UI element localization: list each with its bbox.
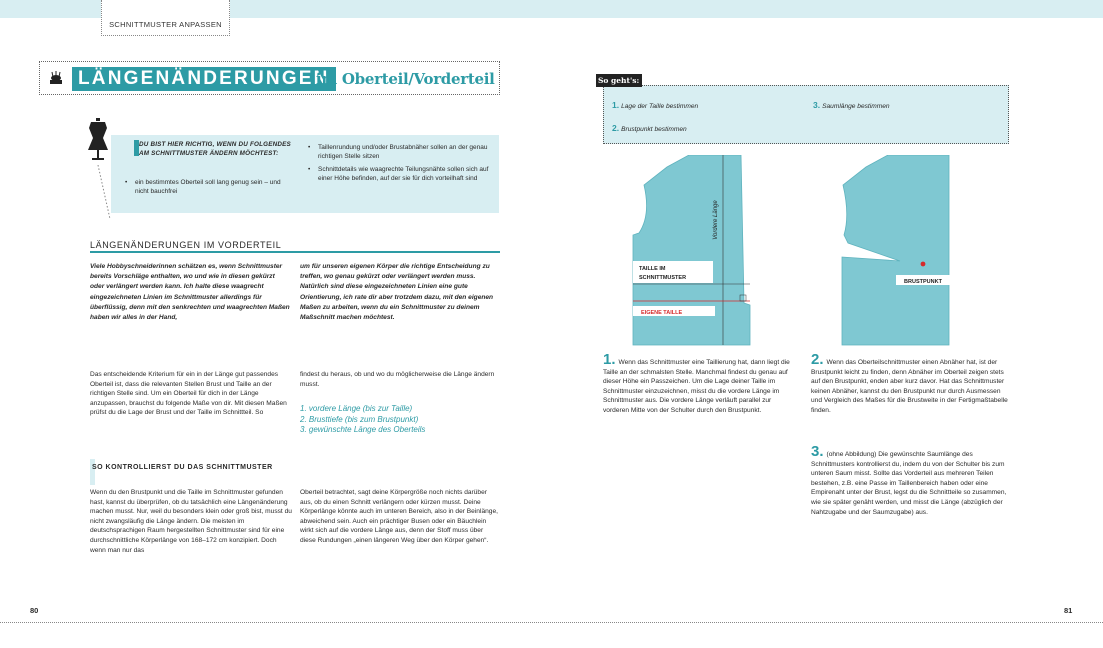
step-3-number: 3. [811,443,824,460]
howto-label: So geht's: [596,74,642,87]
lead-paragraph-left: Viele Hobbyschneiderinnen schätzen es, wenn Schnittmuster bereits Vorschläge enthalten, wo und wie in diesen gekürzt oder verlängert werden kann. Ich halte diese waagrecht eingezeichneten Linien im Schnittmuster allerdings für überflüssig, denn mit den senkrechten und waagrechten Maßen haben wir alles in der Hand, [90,263,290,322]
step-text: Saumlänge bestimmen [822,103,890,110]
vertical-length-label: Vordere Länge [713,200,719,240]
intro-bullet: • Taillenrundung und/oder Brustabnäher sollen an der genau richtigen Stelle sitzen [306,143,492,161]
step-3-text [811,443,1010,517]
step-2-text [811,351,1010,416]
bust-point-label: BRUSTPUNKT [904,279,942,285]
lead-paragraph-right: um für unseren eigenen Körper die richtige Entscheidung zu treffen, wo genau gekürzt oder verlängert werden muss. Natürlich sind diese eingezeichneten Linien eine gute Orientierung, ich rate dir aber trotzdem dazu, mit den eigenen Maßen zu arbeiten, wenn du ein Schnittmuster zu deinem Maßschnitt machen möchtest. [300,263,494,322]
intro-bullets-left [123,178,283,200]
top-band-right [551,0,1103,18]
step-1-body: Wenn das Schnittmuster eine Taillierung hat, dann liegt die Taille an der schmalsten Stelle. Manchmal findest du genau auf dieser Höhe ein Passzeichen. Um die Lage deiner Taille im Schnittmuster einzuzeichnen, misst du die vordere Länge im Schnittmuster aus. Die vordere Länge verläuft parallel zur vorderen Mitte von der Schulter durch den Brustpunkt. [603,359,790,414]
howto-box [603,85,1009,144]
body-paragraph-left: Das entscheidende Kriterium für ein in der Länge gut passendes Oberteil ist, dass die relevanten Stellen Brust und Taille an der richtigen Stelle sind. Um ein Oberteil für dich in der Länge anzupassen, brauchst du folgende Maße von dir. Mit diesen Maßen prüfst du die Lage der Brust und der Taille im Schnittteil. So [90,371,287,417]
step-number: 3. [813,100,821,110]
intro-bullet: • ein bestimmtes Oberteil soll lang genug sein – und nicht bauchfrei [123,178,283,196]
footer-rule [0,622,1103,623]
measurement-list [300,404,500,436]
subsection-left: Wenn du den Brustpunkt und die Taille im Schnittmuster gefunden hast, kannst du überprüfen, ob du tatsächlich eine Längenänderung machen musst. Nur, weil du besonders klein oder groß bist, musst du nicht zwangsläufig die Länge ändern. Die meisten im deutschsprachigen Raum hergestellten Schnittmuster sind für eine durchschnittliche Körperlänge von 168–172 cm konzipiert. Doch wenn man nur das [90,489,292,554]
subsection-accent [90,459,95,485]
title-box [39,61,500,95]
list-item: 3. gewünschte Länge des Oberteils [300,425,426,434]
intro-bullets-right [306,143,492,187]
step-1-number: 1. [603,351,616,368]
step-number: 1. [612,100,620,110]
list-item: 2. Brusttiefe (bis zum Brustpunkt) [300,414,419,424]
dressform-icon [86,118,110,164]
top-band-left [0,0,551,18]
pincushion-icon [49,71,63,85]
howto-step-2 [612,123,687,133]
intro-lead: DU BIST HIER RICHTIG, WENN DU FOLGENDES AM SCHNITTMUSTER ÄNDERN MÖCHTEST: [139,141,291,157]
step-number: 2. [612,123,620,133]
own-waist-label: EIGENE TAILLE [641,310,683,316]
dotted-connector [97,165,111,219]
page-number-left: 80 [30,606,39,615]
step-3-body: (ohne Abbildung) Die gewünschte Saumlänge des Schnittmusters kontrollierst du, indem du von der Schulter bis zum unteren Saum misst. Sollte das Vorderteil aus mehreren Teilen bestehen, z.B. eine Passe im Taillenbereich haben oder eine Empirenaht unter der Brust, legst du die Schnittteile so zusammen, wie sie später genäht werden, und misst die Länge (abzüglich der Nahtzugabe und der Saumzugabe) aus. [811,451,1007,516]
waist-pattern-label-2: SCHNITTMUSTER [639,275,687,281]
page-subtitle: im Oberteil/Vorderteil [316,70,495,88]
body-paragraph-right: findest du heraus, ob und wo du möglicherweise die Länge ändern musst. [300,371,495,388]
page-number-right: 81 [1064,606,1073,615]
section-heading: LÄNGENÄNDERUNGEN IM VORDERTEIL [90,240,282,250]
step-1-text [603,351,796,416]
bust-point-marker [921,262,926,267]
pattern-figure-bust [818,155,958,350]
pattern-figure-waist [619,155,759,350]
step-2-body: Wenn das Oberteilschnittmuster einen Abnäher hat, ist der Brustpunkt leicht zu finden, denn Abnäher im Oberteil zeigen stets auf den Brustpunkt, enden aber kurz davor. Hat das Schnittmuster keinen Abnäher, kannst du den Brustpunkt nur durch Ausmessen und Vergleich des Maßes für die Brustweite in der Fertigmaßtabelle finden. [811,359,1008,414]
howto-step-3 [813,100,890,110]
section-rule [90,251,500,253]
step-2-number: 2. [811,351,824,368]
page-title: LÄNGENÄNDERUNGEN [72,67,336,91]
subsection-right: Oberteil betrachtet, sagt deine Körpergröße noch nichts darüber aus, ob du einen Schnitt verlängern oder kürzen musst. Deine Körperlänge könnte auch im unteren Bereich, also in der Beinlänge, abweichend sein. Auch ein prächtiger Busen oder ein Bäuchlein wirkt sich auf die vordere Länge aus, denn der Stoff muss über diese Rundungen „einen längeren Weg über den Körper gehen“. [300,489,498,544]
step-text: Brustpunkt bestimmen [621,126,687,133]
intro-bullet: • Schnittdetails wie waagrechte Teilungsnähte sollen sich auf einer Höhe befinden, auf der sie für dich vorteilhaft sind [306,165,492,183]
running-head: SCHNITTMUSTER ANPASSEN [101,0,230,36]
subsection-heading: SO KONTROLLIERST DU DAS SCHNITTMUSTER [92,464,273,471]
waist-pattern-label-1: TAILLE IM [639,266,666,272]
step-text: Lage der Taille bestimmen [621,103,699,110]
howto-step-1 [612,100,698,110]
list-item: 1. vordere Länge (bis zur Taille) [300,404,413,413]
